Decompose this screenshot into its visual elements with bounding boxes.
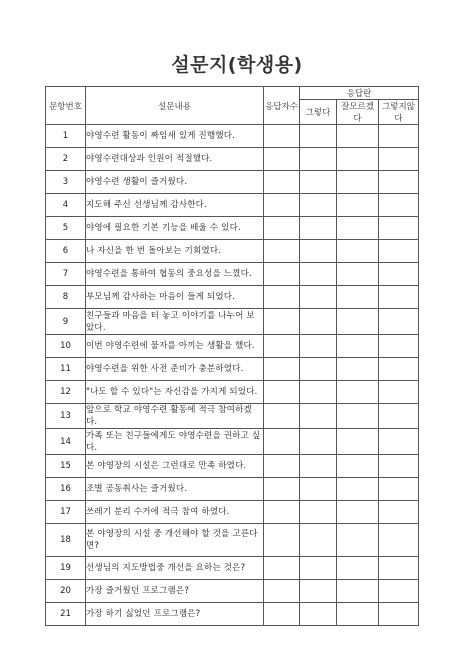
header-content: 설문내용: [86, 87, 264, 125]
table-row: [46, 171, 419, 194]
question-text: 이번 야영수련에 물자를 아끼는 생활을 했다.: [86, 335, 264, 358]
answer-cell-agree[interactable]: [300, 240, 337, 263]
question-number: 9: [46, 309, 86, 335]
question-text: 야영수련대상과 인원이 적절했다.: [86, 148, 264, 171]
question-text: 앞으로 학교 야영수련 활동에 적극 참여하겠다.: [86, 404, 264, 429]
question-text: 가장 즐거웠던 프로그램은?: [86, 580, 264, 603]
answer-cell-unsure[interactable]: [337, 194, 379, 217]
header-response: 응답란: [300, 87, 419, 100]
table-row: [46, 335, 419, 358]
answer-cell-disagree[interactable]: [379, 286, 419, 309]
answer-cell-disagree[interactable]: [379, 217, 419, 240]
answer-cell-disagree[interactable]: [379, 263, 419, 286]
question-number: 8: [46, 286, 86, 309]
answer-cell-disagree[interactable]: [379, 125, 419, 148]
table-row: [46, 429, 419, 455]
question-number: 4: [46, 194, 86, 217]
answer-cell-disagree[interactable]: [379, 455, 419, 478]
respondent-count-cell[interactable]: [264, 603, 300, 626]
answer-cell-disagree[interactable]: [379, 171, 419, 194]
table-row: [46, 557, 419, 580]
answer-cell-unsure[interactable]: [337, 286, 379, 309]
question-number: 17: [46, 501, 86, 524]
answer-cell-disagree[interactable]: [379, 429, 419, 455]
answer-cell-disagree[interactable]: [379, 309, 419, 335]
answer-cell-unsure[interactable]: [337, 358, 379, 381]
answer-cell-disagree[interactable]: [379, 240, 419, 263]
table-row: [46, 194, 419, 217]
answer-cell-disagree[interactable]: [379, 478, 419, 501]
answer-cell-unsure[interactable]: [337, 603, 379, 626]
answer-cell-disagree[interactable]: [379, 148, 419, 171]
answer-cell-agree[interactable]: [300, 524, 337, 557]
answer-cell-agree[interactable]: [300, 429, 337, 455]
question-number: 11: [46, 358, 86, 381]
answer-cell-disagree[interactable]: [379, 335, 419, 358]
question-number: 16: [46, 478, 86, 501]
question-text: 부모님께 감사하는 마음이 들게 되었다.: [86, 286, 264, 309]
answer-cell-agree[interactable]: [300, 263, 337, 286]
respondent-count-cell[interactable]: [264, 501, 300, 524]
answer-cell-unsure[interactable]: [337, 263, 379, 286]
respondent-count-cell[interactable]: [264, 580, 300, 603]
answer-cell-agree[interactable]: [300, 171, 337, 194]
answer-cell-unsure[interactable]: [337, 381, 379, 404]
respondent-count-cell[interactable]: [264, 381, 300, 404]
table-row: [46, 524, 419, 557]
table-row: [46, 309, 419, 335]
answer-cell-agree[interactable]: [300, 358, 337, 381]
answer-cell-unsure[interactable]: [337, 240, 379, 263]
table-row: [46, 381, 419, 404]
respondent-count-cell[interactable]: [264, 194, 300, 217]
answer-cell-agree[interactable]: [300, 478, 337, 501]
answer-cell-unsure[interactable]: [337, 125, 379, 148]
question-number: 18: [46, 524, 86, 557]
survey-body: [46, 125, 419, 626]
respondent-count-cell[interactable]: [264, 217, 300, 240]
answer-cell-agree[interactable]: [300, 194, 337, 217]
question-number: 3: [46, 171, 86, 194]
question-text: 선생님의 지도방법중 개선을 요하는 것은?: [86, 557, 264, 580]
answer-cell-unsure[interactable]: [337, 171, 379, 194]
question-number: 2: [46, 148, 86, 171]
question-number: 21: [46, 603, 86, 626]
table-row: [46, 240, 419, 263]
respondent-count-cell[interactable]: [264, 455, 300, 478]
question-number: 12: [46, 381, 86, 404]
answer-cell-disagree[interactable]: [379, 603, 419, 626]
table-row: [46, 501, 419, 524]
respondent-count-cell[interactable]: [264, 125, 300, 148]
page-title: 설문지(학생용): [171, 54, 303, 76]
answer-cell-disagree[interactable]: [379, 557, 419, 580]
question-text: 야영수련 생활이 즐거웠다.: [86, 171, 264, 194]
survey-table: [45, 86, 419, 626]
table-row: [46, 217, 419, 240]
table-row: [46, 580, 419, 603]
question-number: 13: [46, 404, 86, 429]
header-respondents: 응답자수: [264, 87, 300, 125]
respondent-count-cell[interactable]: [264, 335, 300, 358]
question-number: 1: [46, 125, 86, 148]
question-number: 15: [46, 455, 86, 478]
question-text: 본 야영장의 시설 중 개선해야 할 것을 고른다면?: [86, 524, 264, 557]
question-number: 20: [46, 580, 86, 603]
table-row: [46, 358, 419, 381]
answer-cell-agree[interactable]: [300, 309, 337, 335]
respondent-count-cell[interactable]: [264, 148, 300, 171]
question-text: 야영에 필요한 기본 기능을 배울 수 있다.: [86, 217, 264, 240]
table-row: [46, 286, 419, 309]
answer-cell-unsure[interactable]: [337, 524, 379, 557]
table-row: [46, 263, 419, 286]
answer-cell-unsure[interactable]: [337, 148, 379, 171]
answer-cell-disagree[interactable]: [379, 404, 419, 429]
table-row: [46, 125, 419, 148]
question-text: "나도 할 수 있다"는 자신감을 가지게 되었다.: [86, 381, 264, 404]
answer-cell-unsure[interactable]: [337, 580, 379, 603]
answer-cell-unsure[interactable]: [337, 309, 379, 335]
answer-cell-agree[interactable]: [300, 148, 337, 171]
answer-cell-unsure[interactable]: [337, 335, 379, 358]
answer-cell-unsure[interactable]: [337, 478, 379, 501]
answer-cell-disagree[interactable]: [379, 501, 419, 524]
respondent-count-cell[interactable]: [264, 404, 300, 429]
answer-cell-disagree[interactable]: [379, 358, 419, 381]
table-row: [46, 404, 419, 429]
respondent-count-cell[interactable]: [264, 557, 300, 580]
question-number: 6: [46, 240, 86, 263]
answer-cell-agree[interactable]: [300, 501, 337, 524]
answer-cell-unsure[interactable]: [337, 217, 379, 240]
respondent-count-cell[interactable]: [264, 240, 300, 263]
answer-cell-unsure[interactable]: [337, 404, 379, 429]
table-row: [46, 603, 419, 626]
answer-cell-unsure[interactable]: [337, 501, 379, 524]
respondent-count-cell[interactable]: [264, 478, 300, 501]
answer-cell-disagree[interactable]: [379, 381, 419, 404]
header-number: 문항번호: [46, 87, 86, 125]
answer-cell-agree[interactable]: [300, 125, 337, 148]
answer-cell-disagree[interactable]: [379, 580, 419, 603]
question-number: 7: [46, 263, 86, 286]
answer-cell-agree[interactable]: [300, 404, 337, 429]
respondent-count-cell[interactable]: [264, 263, 300, 286]
respondent-count-cell[interactable]: [264, 286, 300, 309]
answer-cell-disagree[interactable]: [379, 524, 419, 557]
table-row: [46, 478, 419, 501]
answer-cell-disagree[interactable]: [379, 194, 419, 217]
question-text: 조별 공동취사는 즐거웠다.: [86, 478, 264, 501]
answer-cell-agree[interactable]: [300, 286, 337, 309]
answer-cell-agree[interactable]: [300, 455, 337, 478]
respondent-count-cell[interactable]: [264, 309, 300, 335]
answer-cell-agree[interactable]: [300, 557, 337, 580]
header-option-disagree: 그렇지않다: [379, 100, 419, 125]
question-text: 가족 또는 친구들에게도 야영수련을 권하고 싶다.: [86, 429, 264, 455]
question-text: 나 자신을 한 번 돌아보는 기회였다.: [86, 240, 264, 263]
question-number: 10: [46, 335, 86, 358]
question-number: 5: [46, 217, 86, 240]
question-text: 야영수련을 통하여 협동의 중요성을 느꼈다.: [86, 263, 264, 286]
answer-cell-agree[interactable]: [300, 335, 337, 358]
header-option-unsure: 잘모르겠다: [337, 100, 379, 125]
respondent-count-cell[interactable]: [264, 358, 300, 381]
answer-cell-unsure[interactable]: [337, 455, 379, 478]
table-row: [46, 148, 419, 171]
question-text: 지도해 주신 선생님께 감사한다.: [86, 194, 264, 217]
question-text: 본 야영장의 시설은 그런대로 만족 하였다.: [86, 455, 264, 478]
answer-cell-agree[interactable]: [300, 217, 337, 240]
answer-cell-agree[interactable]: [300, 603, 337, 626]
question-text: 야영수련을 위한 사전 준비가 충분하였다.: [86, 358, 264, 381]
question-text: 쓰레기 분리 수거에 적극 참여 하였다.: [86, 501, 264, 524]
answer-cell-agree[interactable]: [300, 580, 337, 603]
respondent-count-cell[interactable]: [264, 171, 300, 194]
question-text: 친구들과 마음을 터 놓고 이야기를 나누어 보았다.: [86, 309, 264, 335]
question-number: 19: [46, 557, 86, 580]
respondent-count-cell[interactable]: [264, 524, 300, 557]
question-text: 야영수련 활동이 짜임새 있게 진행했다.: [86, 125, 264, 148]
answer-cell-unsure[interactable]: [337, 557, 379, 580]
header-option-agree: 그렇다: [300, 100, 337, 125]
answer-cell-agree[interactable]: [300, 381, 337, 404]
question-number: 14: [46, 429, 86, 455]
answer-cell-unsure[interactable]: [337, 429, 379, 455]
table-row: [46, 455, 419, 478]
question-text: 가장 하기 싫었던 프로그램은?: [86, 603, 264, 626]
respondent-count-cell[interactable]: [264, 429, 300, 455]
